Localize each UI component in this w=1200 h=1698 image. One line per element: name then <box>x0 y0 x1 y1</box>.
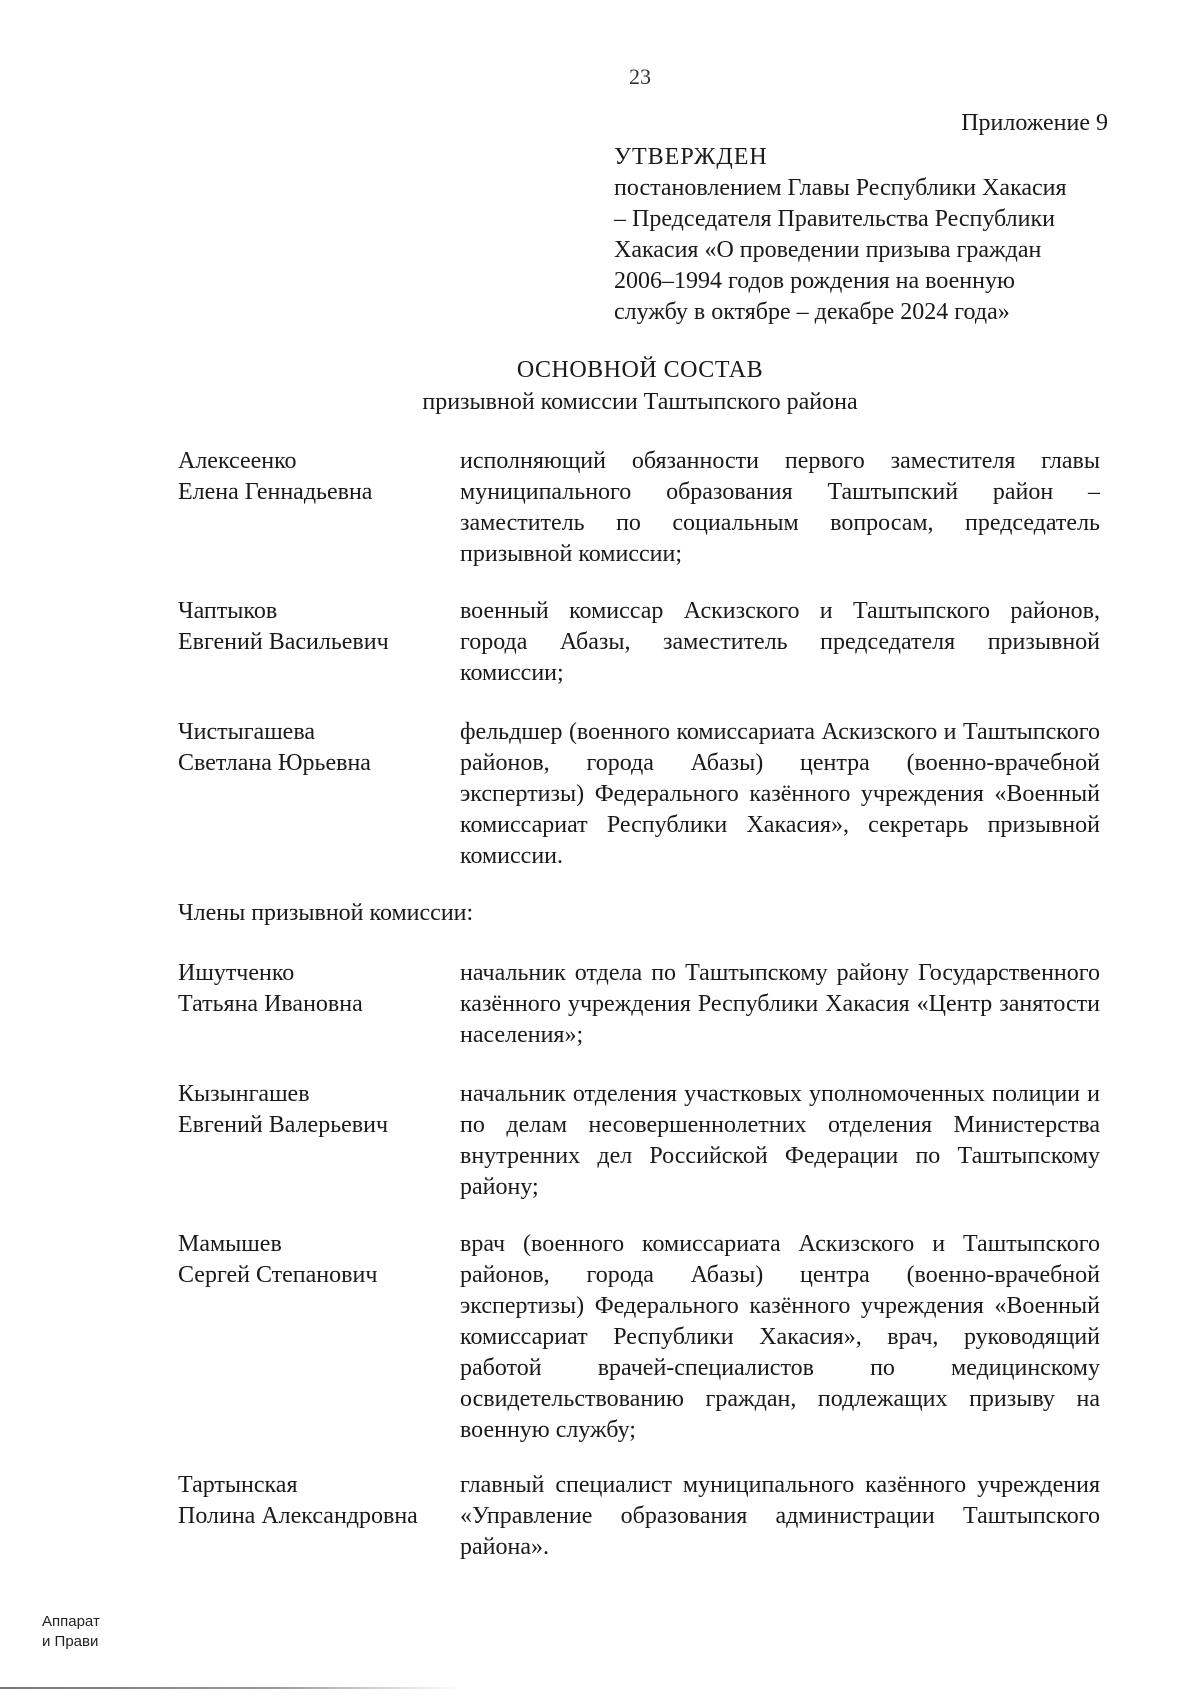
member-role: врач (военного комиссариата Аскизского и Таштыпского районов, города Абазы) центра (военно-врачебной экспертизы) Федерального казённого учреждения «Военный комиссариат Республики Хакасия», врач, руководящий работой врачей-специалистов по медицинскому освидетельствованию граждан, подлежащих призыву на военную службу; <box>460 1231 1100 1443</box>
member-surname: Чистыгашева <box>178 719 316 745</box>
member-role: начальник отдела по Таштыпскому району Государственного казённого учреждения Республики Хакасия «Центр занятости населения»; <box>460 960 1100 1048</box>
approval-line: службу в октябре – декабре 2024 года» <box>614 299 1010 325</box>
member-given-name: Евгений Валерьевич <box>178 1112 389 1138</box>
member-entry <box>178 717 1100 872</box>
approval-block <box>614 142 1114 328</box>
member-given-name: Сергей Степанович <box>178 1262 378 1288</box>
member-role: главный специалист муниципального казённого учреждения «Управление образования администрации Таштыпского района». <box>460 1472 1100 1560</box>
approval-line: постановлением Главы Республики Хакасия <box>614 175 1067 201</box>
scan-edge-line <box>0 1687 460 1689</box>
title-subtitle: призывной комиссии Таштыпского района <box>422 389 858 415</box>
member-surname: Чаптыков <box>178 598 278 624</box>
member-given-name: Евгений Васильевич <box>178 629 389 655</box>
members-heading: Члены призывной комиссии: <box>178 900 474 926</box>
member-entry <box>178 1229 1100 1446</box>
member-surname: Ишутченко <box>178 960 295 986</box>
document-title <box>0 354 1200 418</box>
stamp-line: Аппарат <box>42 1613 100 1630</box>
member-role: исполняющий обязанности первого заместителя главы муниципального образования Таштыпский район – заместитель по социальным вопросам, председатель призывной комиссии; <box>460 448 1100 567</box>
member-surname: Мамышев <box>178 1231 282 1257</box>
member-surname: Тартынская <box>178 1472 298 1498</box>
member-entry <box>178 1079 1100 1203</box>
member-entry <box>178 958 1100 1051</box>
registration-stamp <box>42 1612 100 1652</box>
member-name <box>178 958 460 1051</box>
member-name <box>178 717 460 872</box>
member-role: фельдшер (военного комиссариата Аскизского и Таштыпского районов, города Абазы) центра (военно-врачебной экспертизы) Федерального казённого учреждения «Военный комиссариат Республики Хакасия», секретарь призывной комиссии. <box>460 719 1100 869</box>
member-given-name: Татьяна Ивановна <box>178 991 363 1017</box>
member-name <box>178 596 460 689</box>
stamp-line: и Прави <box>42 1633 99 1650</box>
member-surname: Алексеенко <box>178 448 297 474</box>
member-entry <box>178 1470 1100 1563</box>
appendix-label: Приложение 9 <box>961 110 1108 136</box>
page-number: 23 <box>629 64 651 89</box>
approval-heading: УТВЕРЖДЕН <box>614 144 768 170</box>
member-given-name: Полина Александровна <box>178 1503 418 1529</box>
title-main: ОСНОВНОЙ СОСТАВ <box>516 357 764 383</box>
member-role: начальник отделения участковых уполномоченных полиции и по делам несовершеннолетних отделения Министерства внутренних дел Российской Федерации по Таштыпскому району; <box>460 1081 1100 1200</box>
member-name <box>178 1229 460 1446</box>
member-name <box>178 1470 460 1563</box>
member-entry <box>178 596 1100 689</box>
member-name <box>178 1079 460 1203</box>
approval-line: – Председателя Правительства Республики <box>614 206 1055 232</box>
approval-line: Хакасия «О проведении призыва граждан <box>614 237 1042 263</box>
member-given-name: Светлана Юрьевна <box>178 750 371 776</box>
member-name <box>178 446 460 570</box>
member-role: военный комиссар Аскизского и Таштыпского районов, города Абазы, заместитель председателя призывной комиссии; <box>460 598 1100 686</box>
member-entry <box>178 446 1100 570</box>
member-given-name: Елена Геннадьевна <box>178 479 373 505</box>
approval-line: 2006–1994 годов рождения на военную <box>614 268 1015 294</box>
member-surname: Кызынгашев <box>178 1081 310 1107</box>
